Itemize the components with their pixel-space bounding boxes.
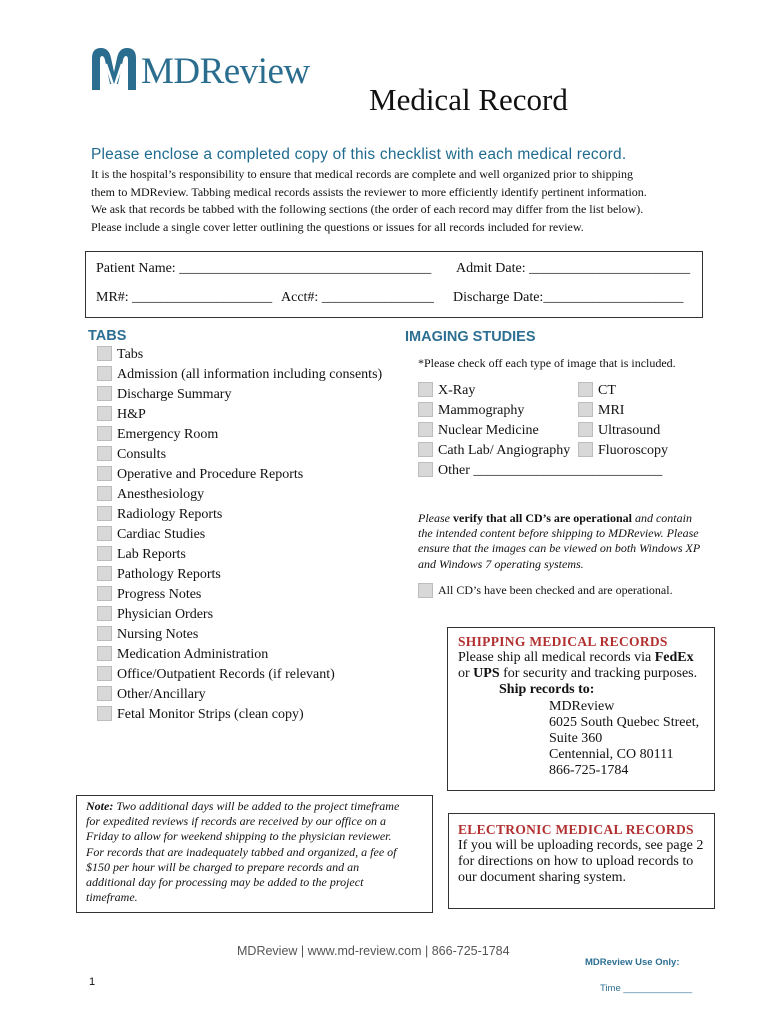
checkbox[interactable]: [97, 526, 112, 541]
tab-item-label: Radiology Reports: [117, 507, 223, 522]
tab-item-label: Physician Orders: [117, 607, 214, 622]
tab-item-label: Nursing Notes: [117, 627, 199, 642]
footer-contact: MDReview | www.md-review.com | 866-725-1784: [237, 944, 510, 958]
checkbox[interactable]: [97, 346, 112, 361]
checkbox[interactable]: [97, 406, 112, 421]
checkbox[interactable]: [97, 706, 112, 721]
electronic-line: our document sharing system.: [458, 870, 626, 886]
imaging-item-label: Ultrasound: [598, 423, 661, 438]
electronic-line: for directions on how to upload records to: [458, 854, 694, 870]
tab-item-label: Office/Outpatient Records (if relevant): [117, 667, 335, 682]
verify-line: the intended content before shipping to MDReview. Please: [418, 526, 699, 541]
tab-checkbox-item[interactable]: [97, 345, 143, 365]
tab-checkbox-item[interactable]: [97, 485, 204, 505]
imaging-item-label: CT: [598, 383, 616, 398]
address-line: Centennial, CO 80111: [549, 747, 674, 763]
mdreview-use-only-label: MDReview Use Only:: [585, 957, 680, 968]
tab-item-label: Admission (all information including consents): [117, 367, 383, 382]
shipping-line2-post: for security and tracking purposes.: [499, 666, 698, 682]
tab-item-label: Progress Notes: [117, 587, 202, 602]
imaging-item-label: Nuclear Medicine: [438, 423, 539, 438]
imaging-item-label: MRI: [598, 403, 625, 418]
tab-item-label: Fetal Monitor Strips (clean copy): [117, 707, 304, 722]
imaging-checkbox-item[interactable]: [578, 381, 616, 401]
checkbox[interactable]: [97, 626, 112, 641]
imaging-checkbox-item[interactable]: [418, 421, 539, 441]
checkbox[interactable]: [97, 426, 112, 441]
shipping-text: [458, 650, 708, 780]
address-line: Suite 360: [549, 731, 603, 747]
tab-checkbox-item[interactable]: [97, 685, 206, 705]
checkbox[interactable]: [97, 586, 112, 601]
instruction-line: It is the hospital’s responsibility to ensure that medical records are complete and well organized prior to shipping: [91, 167, 633, 181]
checkbox[interactable]: [97, 546, 112, 561]
checkbox[interactable]: [97, 486, 112, 501]
note-line: Two additional days will be added to the project timeframe: [113, 799, 400, 813]
imaging-heading: IMAGING STUDIES: [405, 329, 536, 345]
mr-number-field[interactable]: MR#: ____________________: [96, 290, 273, 305]
tab-checkbox-item[interactable]: [97, 525, 205, 545]
electronic-line: If you will be uploading records, see page 2: [458, 838, 704, 853]
address-line: 6025 South Quebec Street,: [549, 714, 700, 730]
instruction-line: them to MDReview. Tabbing medical records assists the reviewer to more efficiently identify pertinent information.: [91, 184, 647, 199]
checkbox[interactable]: [97, 606, 112, 621]
tab-item-label: Other/Ancillary: [117, 687, 206, 702]
checkbox[interactable]: [578, 442, 593, 457]
checkbox[interactable]: [418, 382, 433, 397]
tab-checkbox-item[interactable]: [97, 365, 382, 385]
imaging-checkbox-item[interactable]: [418, 381, 475, 401]
tab-item-label: Operative and Procedure Reports: [117, 467, 304, 482]
imaging-checkbox-item[interactable]: [418, 441, 570, 461]
imaging-item-label: Mammography: [438, 403, 525, 418]
checkbox[interactable]: [418, 402, 433, 417]
verify-cd-paragraph: [418, 511, 748, 572]
checkbox[interactable]: [578, 422, 593, 437]
tabs-heading: TABS: [88, 328, 127, 344]
mdreview-logo-icon: [89, 44, 139, 92]
tab-item-label: Emergency Room: [117, 427, 219, 442]
logo: [89, 44, 329, 96]
checkbox[interactable]: [97, 666, 112, 681]
page-number: 1: [89, 976, 96, 988]
patient-name-field[interactable]: Patient Name: ____________________________________: [96, 261, 432, 276]
note-line: Friday to allow for weekend shipping to the physician reviewer.: [86, 829, 392, 844]
imaging-item-label: Cath Lab/ Angiography: [438, 443, 571, 458]
checkbox[interactable]: [97, 466, 112, 481]
admit-date-field[interactable]: Admit Date: _______________________: [456, 261, 691, 276]
tab-checkbox-item[interactable]: [97, 585, 201, 605]
imaging-item-label: Fluoroscopy: [598, 443, 668, 458]
instructions-paragraph: [91, 166, 711, 236]
imaging-checkbox-item[interactable]: [418, 401, 524, 421]
instruction-line: We ask that records be tabbed with the following sections (the order of each record may differ from the list below).: [91, 202, 644, 217]
note-line: for expedited reviews if records are received by our office on a: [86, 814, 387, 829]
account-number-field[interactable]: Acct#: ________________: [281, 290, 434, 305]
imaging-checkbox-item[interactable]: [578, 421, 660, 441]
tab-checkbox-item[interactable]: [97, 445, 166, 465]
electronic-text: [458, 838, 708, 887]
tab-checkbox-item[interactable]: [97, 705, 304, 725]
electronic-heading: ELECTRONIC MEDICAL RECORDS: [458, 822, 694, 837]
shipping-line1: Please ship all medical records via: [458, 650, 655, 665]
tab-checkbox-item[interactable]: [97, 405, 146, 425]
cd-check-item[interactable]: [418, 580, 673, 600]
ship-to-label: Ship records to:: [499, 682, 595, 698]
discharge-date-field[interactable]: Discharge Date:____________________: [453, 290, 684, 305]
verify-bold: verify that all CD’s are operational: [453, 511, 632, 525]
tab-item-label: Cardiac Studies: [117, 527, 206, 542]
checkbox[interactable]: [97, 686, 112, 701]
note-label: Note:: [86, 799, 114, 813]
note-line: For records that are inadequately tabbed and organized, a fee of: [86, 844, 397, 859]
cd-check-label: All CD’s have been checked and are operational.: [438, 583, 673, 597]
imaging-note: *Please check off each type of image that is included.: [418, 356, 676, 370]
ups-text: UPS: [473, 666, 500, 682]
tab-checkbox-item[interactable]: [97, 605, 213, 625]
checkbox[interactable]: [97, 446, 112, 461]
note-line: timeframe.: [86, 890, 138, 905]
checkbox[interactable]: [418, 583, 433, 598]
logo-text: MDReview: [141, 51, 310, 92]
instruction-line: Please include a single cover letter outlining the questions or issues for all records included for review.: [91, 219, 584, 234]
imaging-item-label: Other ___________________________: [438, 463, 663, 478]
shipping-heading: SHIPPING MEDICAL RECORDS: [458, 634, 668, 649]
checkbox[interactable]: [418, 462, 433, 477]
address-line: 866-725-1784: [549, 763, 629, 779]
tab-checkbox-item[interactable]: [97, 545, 186, 565]
time-field[interactable]: Time _____________: [600, 983, 693, 994]
tab-item-label: Medication Administration: [117, 647, 269, 662]
tab-checkbox-item[interactable]: [97, 465, 303, 485]
checkbox[interactable]: [97, 566, 112, 581]
tab-checkbox-item[interactable]: [97, 425, 218, 445]
verify-pre: Please: [418, 511, 453, 525]
tab-item-label: Consults: [117, 447, 167, 462]
tab-checkbox-item[interactable]: [97, 505, 222, 525]
tab-item-label: Lab Reports: [117, 547, 186, 562]
checkbox[interactable]: [418, 422, 433, 437]
tab-checkbox-item[interactable]: [97, 625, 198, 645]
note-text: [86, 799, 431, 905]
checkbox[interactable]: [578, 402, 593, 417]
tab-item-label: Tabs: [117, 347, 144, 362]
note-line: $150 per hour will be charged to prepare records and an: [86, 859, 360, 874]
note-line: additional day for processing may be added to the project: [86, 875, 364, 890]
checkbox[interactable]: [97, 386, 112, 401]
tab-item-label: H&P: [117, 407, 146, 422]
tab-checkbox-item[interactable]: [97, 385, 231, 405]
imaging-checkbox-item[interactable]: [418, 461, 662, 481]
checkbox[interactable]: [418, 442, 433, 457]
instructions-subheading: Please enclose a completed copy of this checklist with each medical record.: [91, 146, 627, 163]
imaging-checkbox-item[interactable]: [578, 441, 668, 461]
tab-checkbox-item[interactable]: [97, 565, 221, 585]
verify-line: ensure that the images can be viewed on both Windows XP: [418, 541, 701, 556]
checkbox[interactable]: [97, 366, 112, 381]
verify-line: and Windows 7 operating systems.: [418, 556, 584, 571]
tab-item-label: Pathology Reports: [117, 567, 221, 582]
imaging-checkbox-item[interactable]: [578, 401, 624, 421]
checkbox[interactable]: [97, 646, 112, 661]
imaging-item-label: X-Ray: [438, 383, 476, 398]
tab-checkbox-item[interactable]: [97, 665, 335, 685]
tab-checkbox-item[interactable]: [97, 645, 268, 665]
checkbox[interactable]: [578, 382, 593, 397]
address-line: MDReview: [549, 698, 615, 714]
shipping-line2-pre: or: [458, 666, 474, 682]
verify-post: and contain: [631, 511, 692, 525]
checkbox[interactable]: [97, 506, 112, 521]
fedex-text: FedEx: [654, 650, 694, 665]
page-title: Medical Record: [369, 82, 568, 117]
tab-item-label: Discharge Summary: [117, 387, 232, 402]
tab-item-label: Anesthesiology: [117, 487, 205, 502]
